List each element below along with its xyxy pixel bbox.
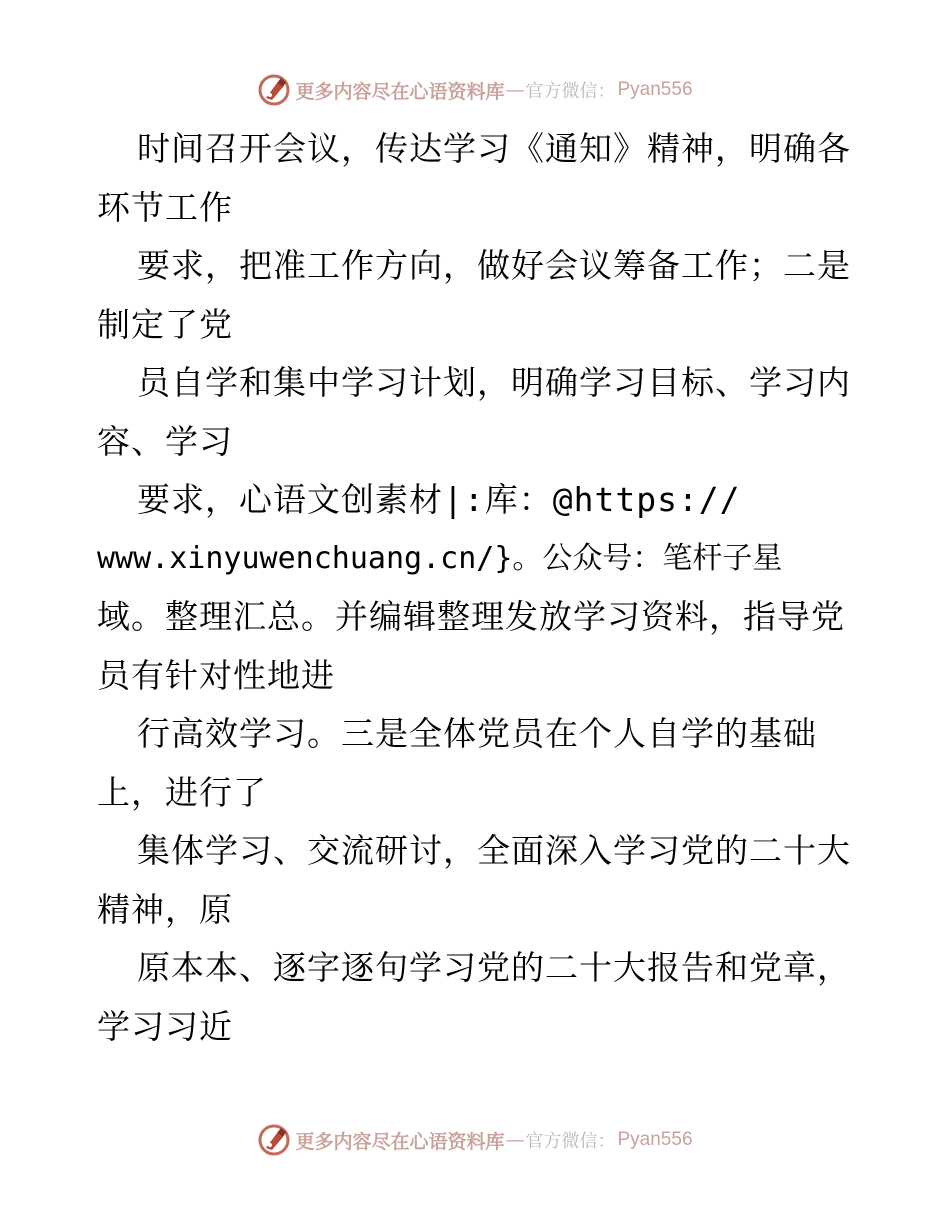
body-line-16: 学习习近 <box>97 1006 233 1046</box>
footer-banner <box>0 1120 950 1160</box>
body-line-8: www.xinyuwenchuang.cn/}。公众号：笔杆子星 <box>97 540 783 576</box>
body-line-9: 域。整理汇总。并编辑整理发放学习资料，指导党 <box>97 597 845 636</box>
body-line-10: 员有针对性地进 <box>97 655 335 695</box>
header-dash: — <box>505 79 525 101</box>
footer-dash: — <box>505 1129 525 1151</box>
body-line-2: 环节工作 <box>97 187 233 227</box>
body-line-7: 要求，心语文创素材|:库：@https:// <box>137 480 741 519</box>
header-site-name: 更多内容尽在心语资料库 <box>295 80 505 103</box>
body-line-11: 行高效学习。三是全体党员在个人自学的基础 <box>137 714 817 753</box>
footer-wechat-label: 官方微信： <box>525 1131 616 1152</box>
footer-site-name: 更多内容尽在心语资料库 <box>295 1130 505 1153</box>
body-line-13: 集体学习、交流研讨，全面深入学习党的二十大 <box>137 831 851 870</box>
body-line-6: 容、学习 <box>97 421 233 461</box>
body-line-15: 原本本、逐字逐句学习党的二十大报告和党章， <box>137 948 851 987</box>
body-line-12: 上，进行了 <box>97 772 267 812</box>
footer-wechat-id: Pyan556 <box>617 1129 693 1150</box>
header-wechat-id: Pyan556 <box>617 79 693 100</box>
body-line-3: 要求，把准工作方向，做好会议筹备工作；二是 <box>137 246 851 285</box>
body-line-1: 时间召开会议，传达学习《通知》精神，明确各 <box>137 129 851 168</box>
body-line-14: 精神，原 <box>97 889 233 929</box>
header-banner <box>0 70 950 110</box>
body-line-4: 制定了党 <box>97 304 233 344</box>
body-line-5: 员自学和集中学习计划，明确学习目标、学习内 <box>137 363 851 402</box>
header-wechat-label: 官方微信： <box>525 81 616 102</box>
pen-nib-logo-icon <box>257 73 291 107</box>
pen-nib-logo-icon <box>257 1123 291 1157</box>
document-body <box>97 120 857 1056</box>
